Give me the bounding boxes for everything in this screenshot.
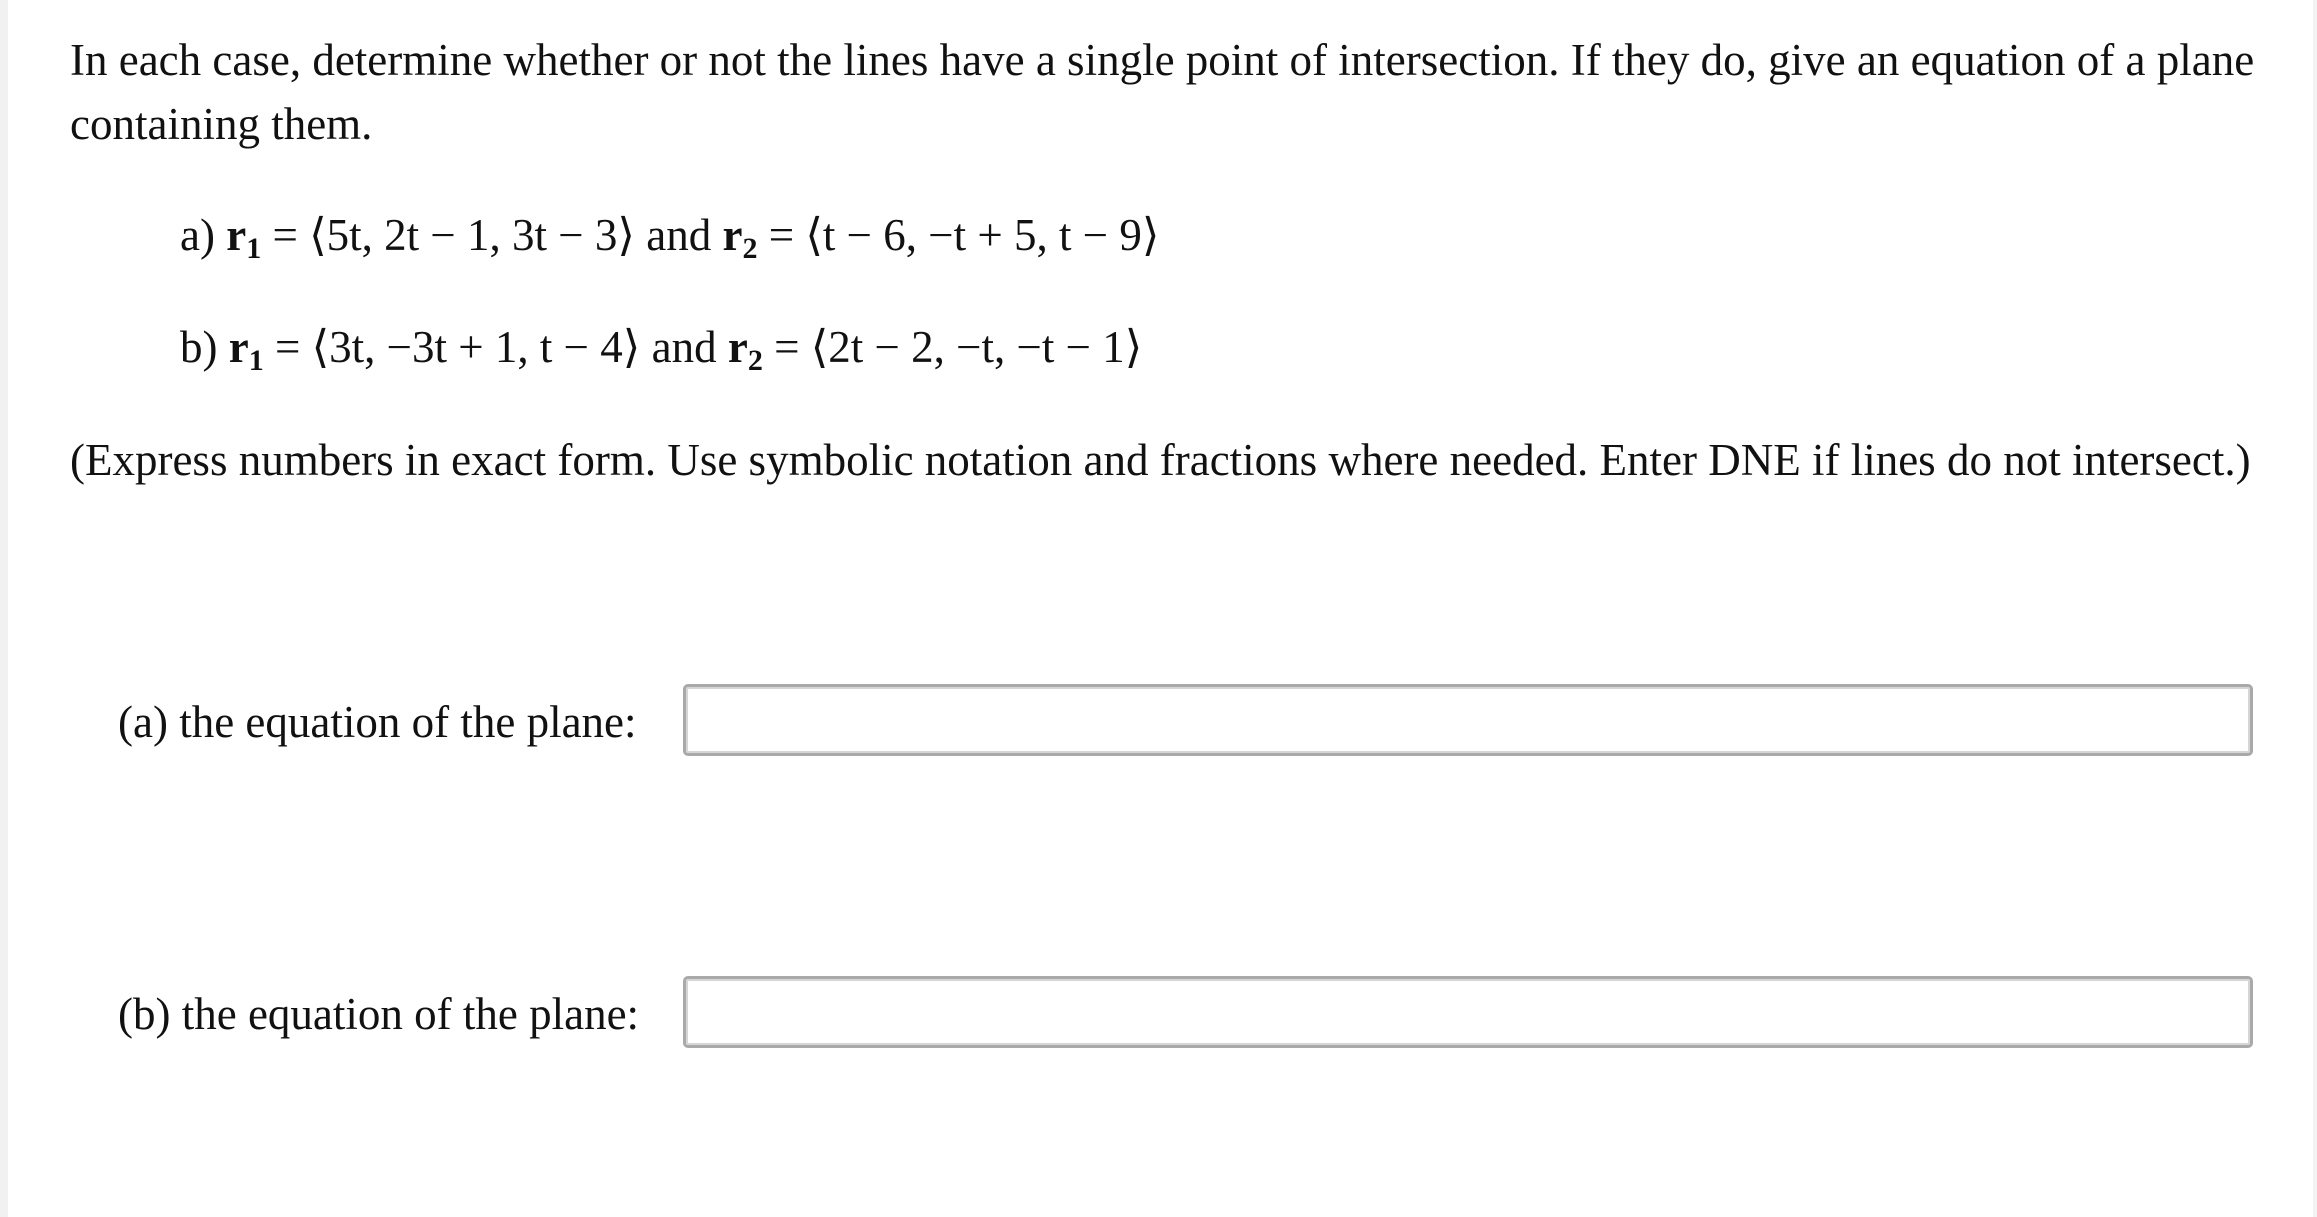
answer-row-b [118,976,2262,1054]
answer-b-input[interactable] [683,976,2253,1048]
page-left-border [0,0,8,1217]
answer-a-label: (a) the equation of the plane: [118,697,637,747]
instructions-note: (Express numbers in exact form. Use symbolic notation and fractions where needed. Enter DNE if lines do not intersect.) [70,435,2251,485]
r1-subscript: 1 [246,232,262,265]
answer-row-a [118,684,2262,762]
r1-subscript: 1 [248,344,264,377]
question-intro: In each case, determine whether or not the lines have a single point of intersection. If they do, give an equation of a plane containing them. [70,35,2255,149]
r2-subscript: 2 [747,344,763,377]
r1-vector-symbol: r [228,322,249,372]
r2-vector-symbol: r [722,210,743,260]
r2-equation: = ⟨2t − 2, −t, −t − 1⟩ [774,322,1143,372]
page-right-border [2313,0,2317,1217]
and-word: and [646,210,712,260]
r2-vector-symbol: r [727,322,748,372]
r1-vector-symbol: r [226,210,247,260]
question-block [70,28,2290,485]
answer-a-input[interactable] [683,684,2253,756]
answer-b-label: (b) the equation of the plane: [118,989,640,1039]
and-word: and [651,322,717,372]
part-b-equation [180,320,1143,377]
part-a-equation [180,208,1160,265]
part-b-label: b) [180,322,218,372]
r1-equation: = ⟨5t, 2t − 1, 3t − 3⟩ [272,210,635,260]
part-a-label: a) [180,210,215,260]
r2-equation: = ⟨t − 6, −t + 5, t − 9⟩ [768,210,1160,260]
r1-equation: = ⟨3t, −3t + 1, t − 4⟩ [274,322,641,372]
r2-subscript: 2 [742,232,758,265]
